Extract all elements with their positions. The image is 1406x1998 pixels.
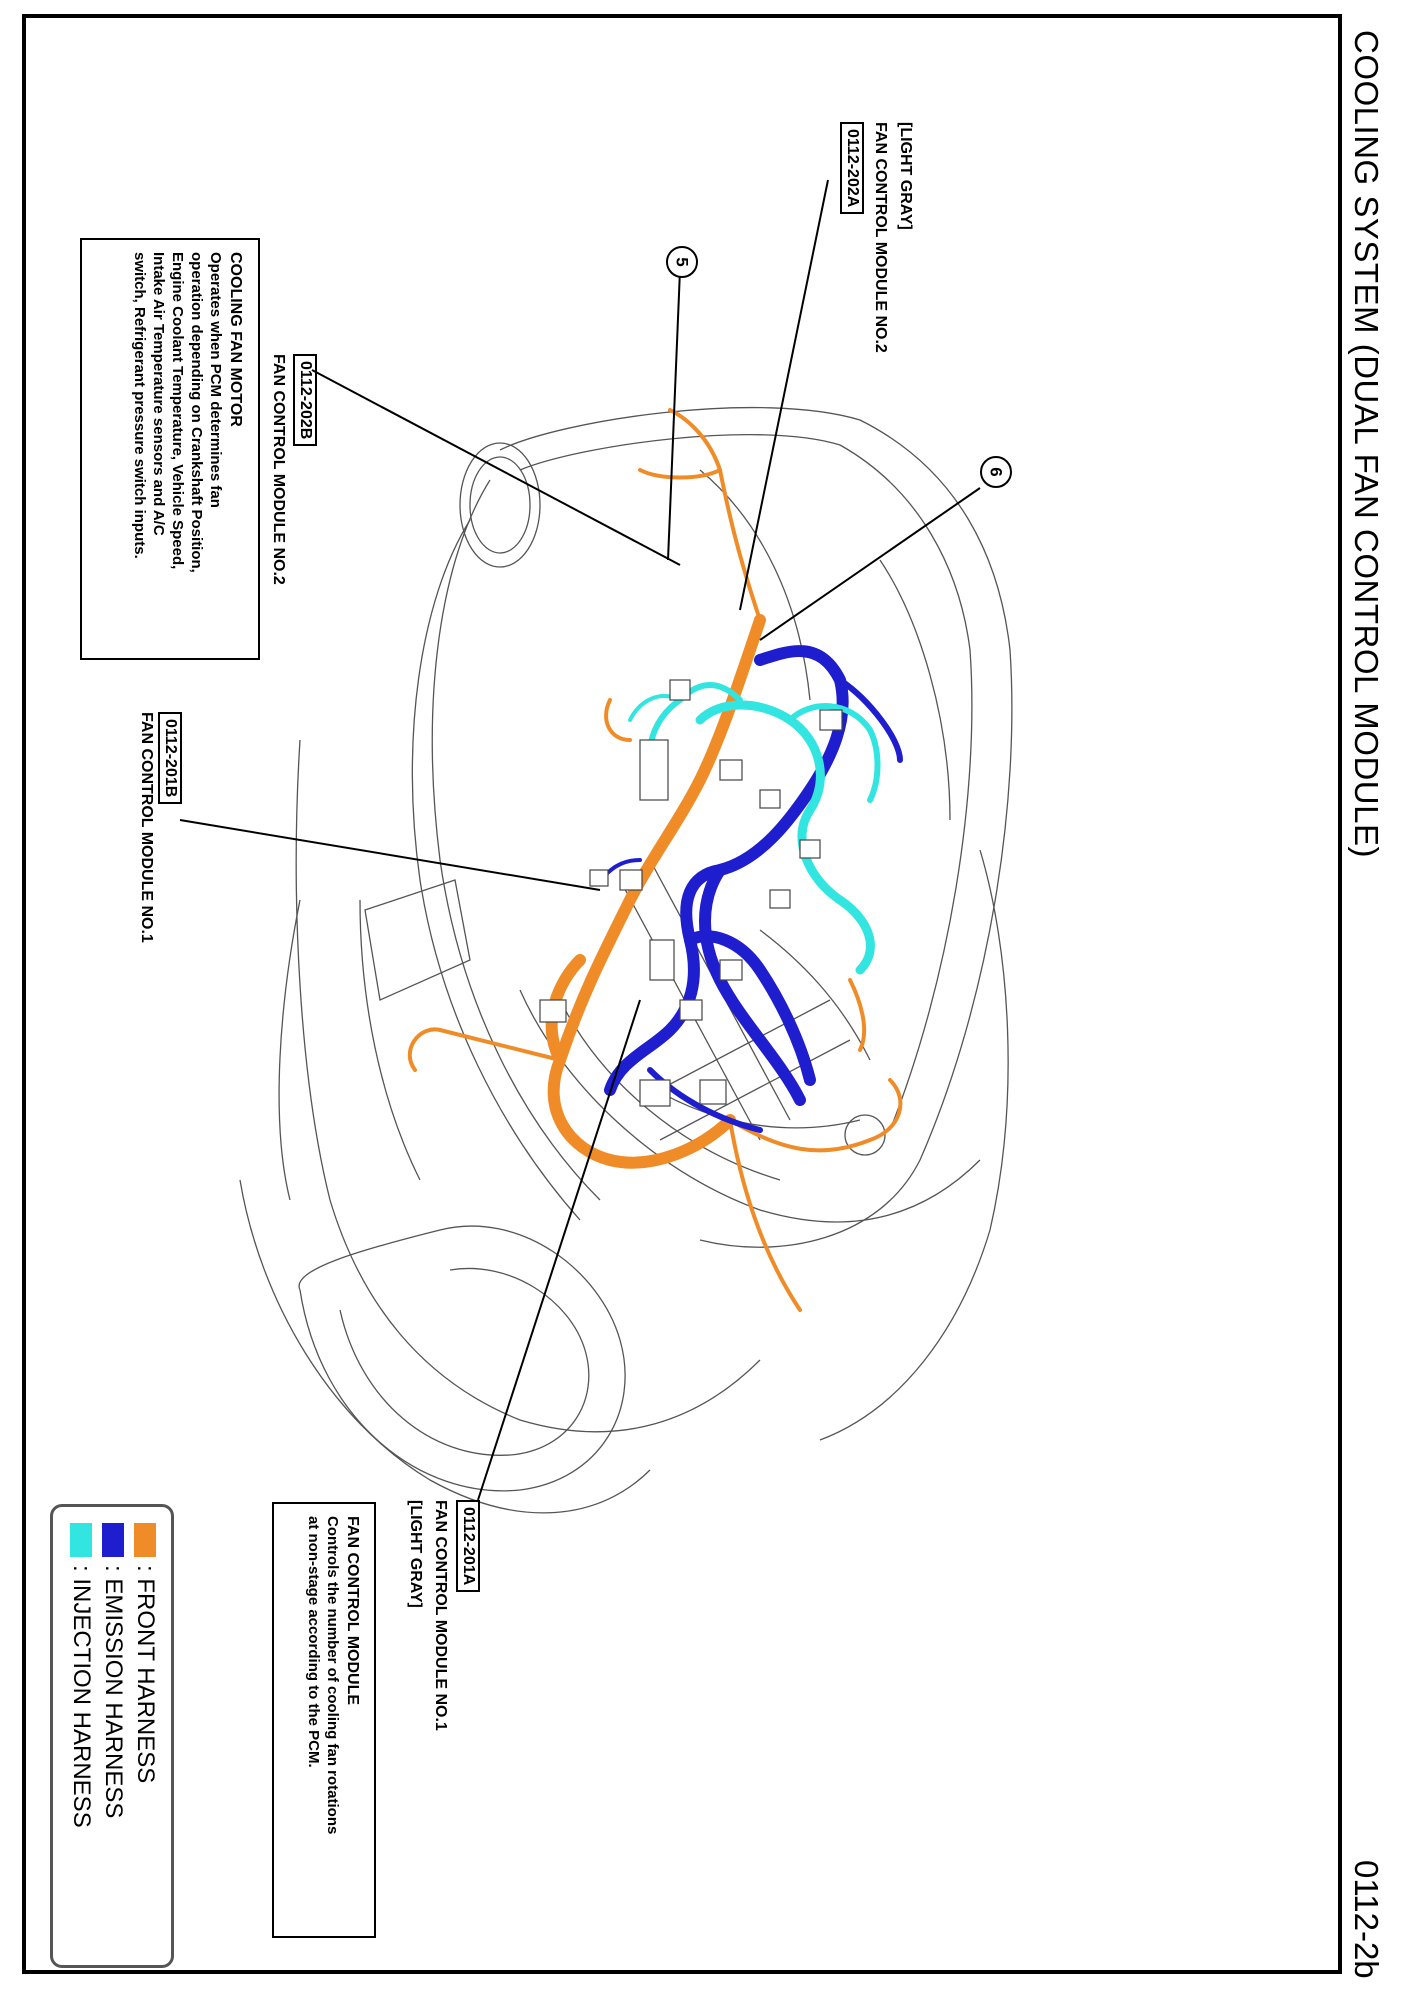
connector-201a-name-wrap bbox=[431, 1500, 450, 1731]
page-title: COOLING SYSTEM (DUAL FAN CONTROL MODULE) bbox=[1348, 30, 1385, 858]
connector-201b-name: FAN CONTROL MODULE NO.1 bbox=[138, 712, 155, 943]
connector-202a-name-wrap bbox=[871, 122, 890, 353]
connector-202b-name-wrap bbox=[269, 354, 288, 585]
connector-202b-code: 0112-202B bbox=[293, 354, 317, 446]
connector-201b-code: 0112-201B bbox=[158, 712, 182, 804]
connector-201b-code-wrap bbox=[158, 712, 182, 804]
page-number: 0112-2b bbox=[1348, 1860, 1385, 1979]
connector-202b-code-wrap bbox=[293, 354, 317, 446]
harness-legend bbox=[50, 1504, 174, 1968]
connector-201a-code: 0112-201A bbox=[456, 1500, 480, 1592]
fan-control-module-line-1: Controls the number of cooling fan rotations bbox=[324, 1516, 341, 1835]
legend-emission-harness bbox=[99, 1523, 127, 1818]
fan-control-module-text bbox=[304, 1516, 362, 1834]
legend-injection-swatch bbox=[70, 1523, 92, 1557]
connector-201a-name: FAN CONTROL MODULE NO.1 bbox=[432, 1500, 449, 1731]
callout-5-number: 5 bbox=[673, 257, 692, 267]
legend-front-harness bbox=[131, 1523, 159, 1783]
legend-emission-label: : EMISSION HARNESS bbox=[100, 1565, 127, 1819]
cooling-fan-motor-text bbox=[130, 252, 245, 573]
cooling-fan-motor-line-5: switch, Refrigerant pressure switch inputs. bbox=[131, 252, 148, 559]
legend-emission-swatch bbox=[102, 1523, 124, 1557]
cooling-fan-motor-line-2: operation depending on Crankshaft Position, bbox=[188, 252, 205, 573]
cooling-fan-motor-heading: COOLING FAN MOTOR bbox=[227, 252, 244, 427]
legend-injection-harness bbox=[67, 1523, 95, 1828]
callout-6 bbox=[980, 456, 1012, 488]
connector-202a-code: 0112-202A bbox=[840, 122, 864, 214]
connector-201b-name-wrap bbox=[137, 712, 156, 943]
vehicle-outline bbox=[240, 408, 1012, 1513]
connector-201a-color-wrap bbox=[406, 1500, 425, 1608]
connector-202a-name: FAN CONTROL MODULE NO.2 bbox=[872, 122, 889, 353]
legend-front-label: : FRONT HARNESS bbox=[132, 1565, 159, 1784]
fan-control-module-line-2: at non-stage according to the PCM. bbox=[305, 1516, 322, 1768]
fan-control-module-heading: FAN CONTROL MODULE bbox=[344, 1516, 361, 1706]
connector-201a-color: [LIGHT GRAY] bbox=[407, 1500, 424, 1608]
connector-202a-code-wrap bbox=[840, 122, 864, 214]
cooling-fan-motor-box bbox=[80, 238, 260, 660]
connector-202a-note bbox=[896, 122, 915, 230]
cooling-fan-motor-line-4: Intake Air Temperature sensors and A/C bbox=[150, 252, 167, 536]
legend-front-swatch bbox=[134, 1523, 156, 1557]
fan-control-module-box bbox=[272, 1502, 376, 1938]
connector-202a-color: [LIGHT GRAY] bbox=[897, 122, 914, 230]
emission-harness-route bbox=[600, 651, 900, 1130]
callout-5 bbox=[666, 246, 698, 278]
connector-201a-code-wrap bbox=[456, 1500, 480, 1592]
callout-6-number: 6 bbox=[987, 467, 1006, 477]
cooling-fan-motor-line-3: Engine Coolant Temperature, Vehicle Speed, bbox=[169, 252, 186, 570]
connector-202b-name: FAN CONTROL MODULE NO.2 bbox=[270, 354, 287, 585]
legend-injection-label: : INJECTION HARNESS bbox=[68, 1565, 95, 1828]
cooling-fan-motor-line-1: Operates when PCM determines fan bbox=[207, 252, 224, 508]
